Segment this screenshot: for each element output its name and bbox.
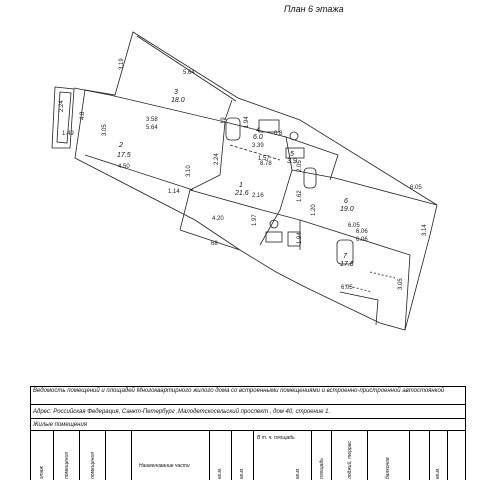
- room-5-number: 5: [290, 151, 294, 158]
- dim-label: 3.05: [102, 124, 108, 136]
- dim-label: 68: [211, 241, 218, 247]
- col-header: лоджий, террас: [347, 441, 353, 479]
- dim-label: 1.97: [252, 214, 258, 226]
- dim-label: 5.64: [146, 125, 158, 131]
- dim-label: 2.05: [297, 160, 303, 172]
- plan-title: План 6 этажа: [284, 4, 344, 14]
- room-3-number: 3: [174, 89, 178, 96]
- dim-label: 6.05: [410, 185, 422, 191]
- table-address: Адрес: Российская Федерация, Санкт-Петербург ,Малодетскосельский проспект , дом 40, строение 1.: [31, 405, 465, 419]
- room-1-area: 21.6: [235, 190, 249, 197]
- table-section-label: Жилые помещения: [31, 419, 465, 431]
- dim-label: 1.57: [258, 156, 270, 162]
- dim-label: 0.8: [274, 131, 283, 137]
- dim-label: 1.14: [168, 189, 180, 195]
- dim-label: 1.20: [311, 204, 317, 216]
- col-header-name: Наименование части: [139, 463, 190, 469]
- dim-label: 3.39: [252, 143, 264, 149]
- col-header: балконов: [385, 457, 391, 479]
- dim-label: 3.10: [186, 165, 192, 177]
- room-6-number: 6: [344, 198, 348, 205]
- dim-label: 1.94: [297, 232, 303, 244]
- dim-label: 3.05: [398, 278, 404, 290]
- dim-label: 3.58: [146, 117, 158, 123]
- dim-label: 4.8: [80, 111, 86, 120]
- dim-label: 2.16: [252, 193, 264, 199]
- room-4-number: 4: [256, 127, 260, 134]
- dim-label: 1.49: [62, 131, 74, 137]
- room-7-area: 17.8: [340, 261, 354, 268]
- table-title: Ведомость помещений и площадей Многоквартирного жилого дома со встроенными помещениями и встроенно-пристроенной автостоянкой: [31, 387, 465, 405]
- dim-label: 19: [221, 117, 227, 124]
- dim-label: 2.24: [59, 100, 65, 112]
- room-2-area: 17.5: [117, 152, 131, 159]
- col-header: кв.м.: [295, 467, 301, 479]
- col-header: кв.м.: [239, 467, 245, 479]
- dim-label: 6.06: [356, 237, 368, 243]
- dim-label: 8.78: [260, 161, 272, 167]
- dim-label: 2.24: [214, 153, 220, 165]
- col-header: этаж: [39, 466, 45, 479]
- dim-label: 6.05: [348, 223, 360, 229]
- rooms-table: [30, 386, 466, 480]
- dim-label: 3.14: [422, 224, 428, 236]
- dim-label: 4.20: [212, 216, 224, 222]
- col-header: площадь: [319, 458, 325, 479]
- room-1-number: 1: [239, 182, 243, 189]
- room-6-area: 19.0: [340, 206, 354, 213]
- col-header: кв.м.: [217, 467, 223, 479]
- room-2-number: 2: [119, 142, 123, 149]
- col-header-incl: В т. ч. площадь: [257, 435, 295, 441]
- room-7-number: 7: [343, 253, 347, 260]
- room-4-area: 6.0: [253, 134, 263, 141]
- dim-label: 1.62: [297, 190, 303, 202]
- dim-label: 3.19: [119, 58, 125, 70]
- room-3-area: 18.0: [171, 97, 185, 104]
- dim-label: 4.50: [118, 164, 130, 170]
- dim-label: 6.05: [341, 285, 353, 291]
- col-header: помещения: [64, 452, 70, 479]
- dim-label: 5.64: [183, 70, 195, 76]
- col-header: кв.м.: [435, 467, 441, 479]
- col-header: помещения: [90, 452, 96, 479]
- room-5-area: 3.9: [287, 158, 297, 165]
- dim-label: 6.06: [356, 229, 368, 235]
- dim-label: 1.94: [244, 116, 250, 128]
